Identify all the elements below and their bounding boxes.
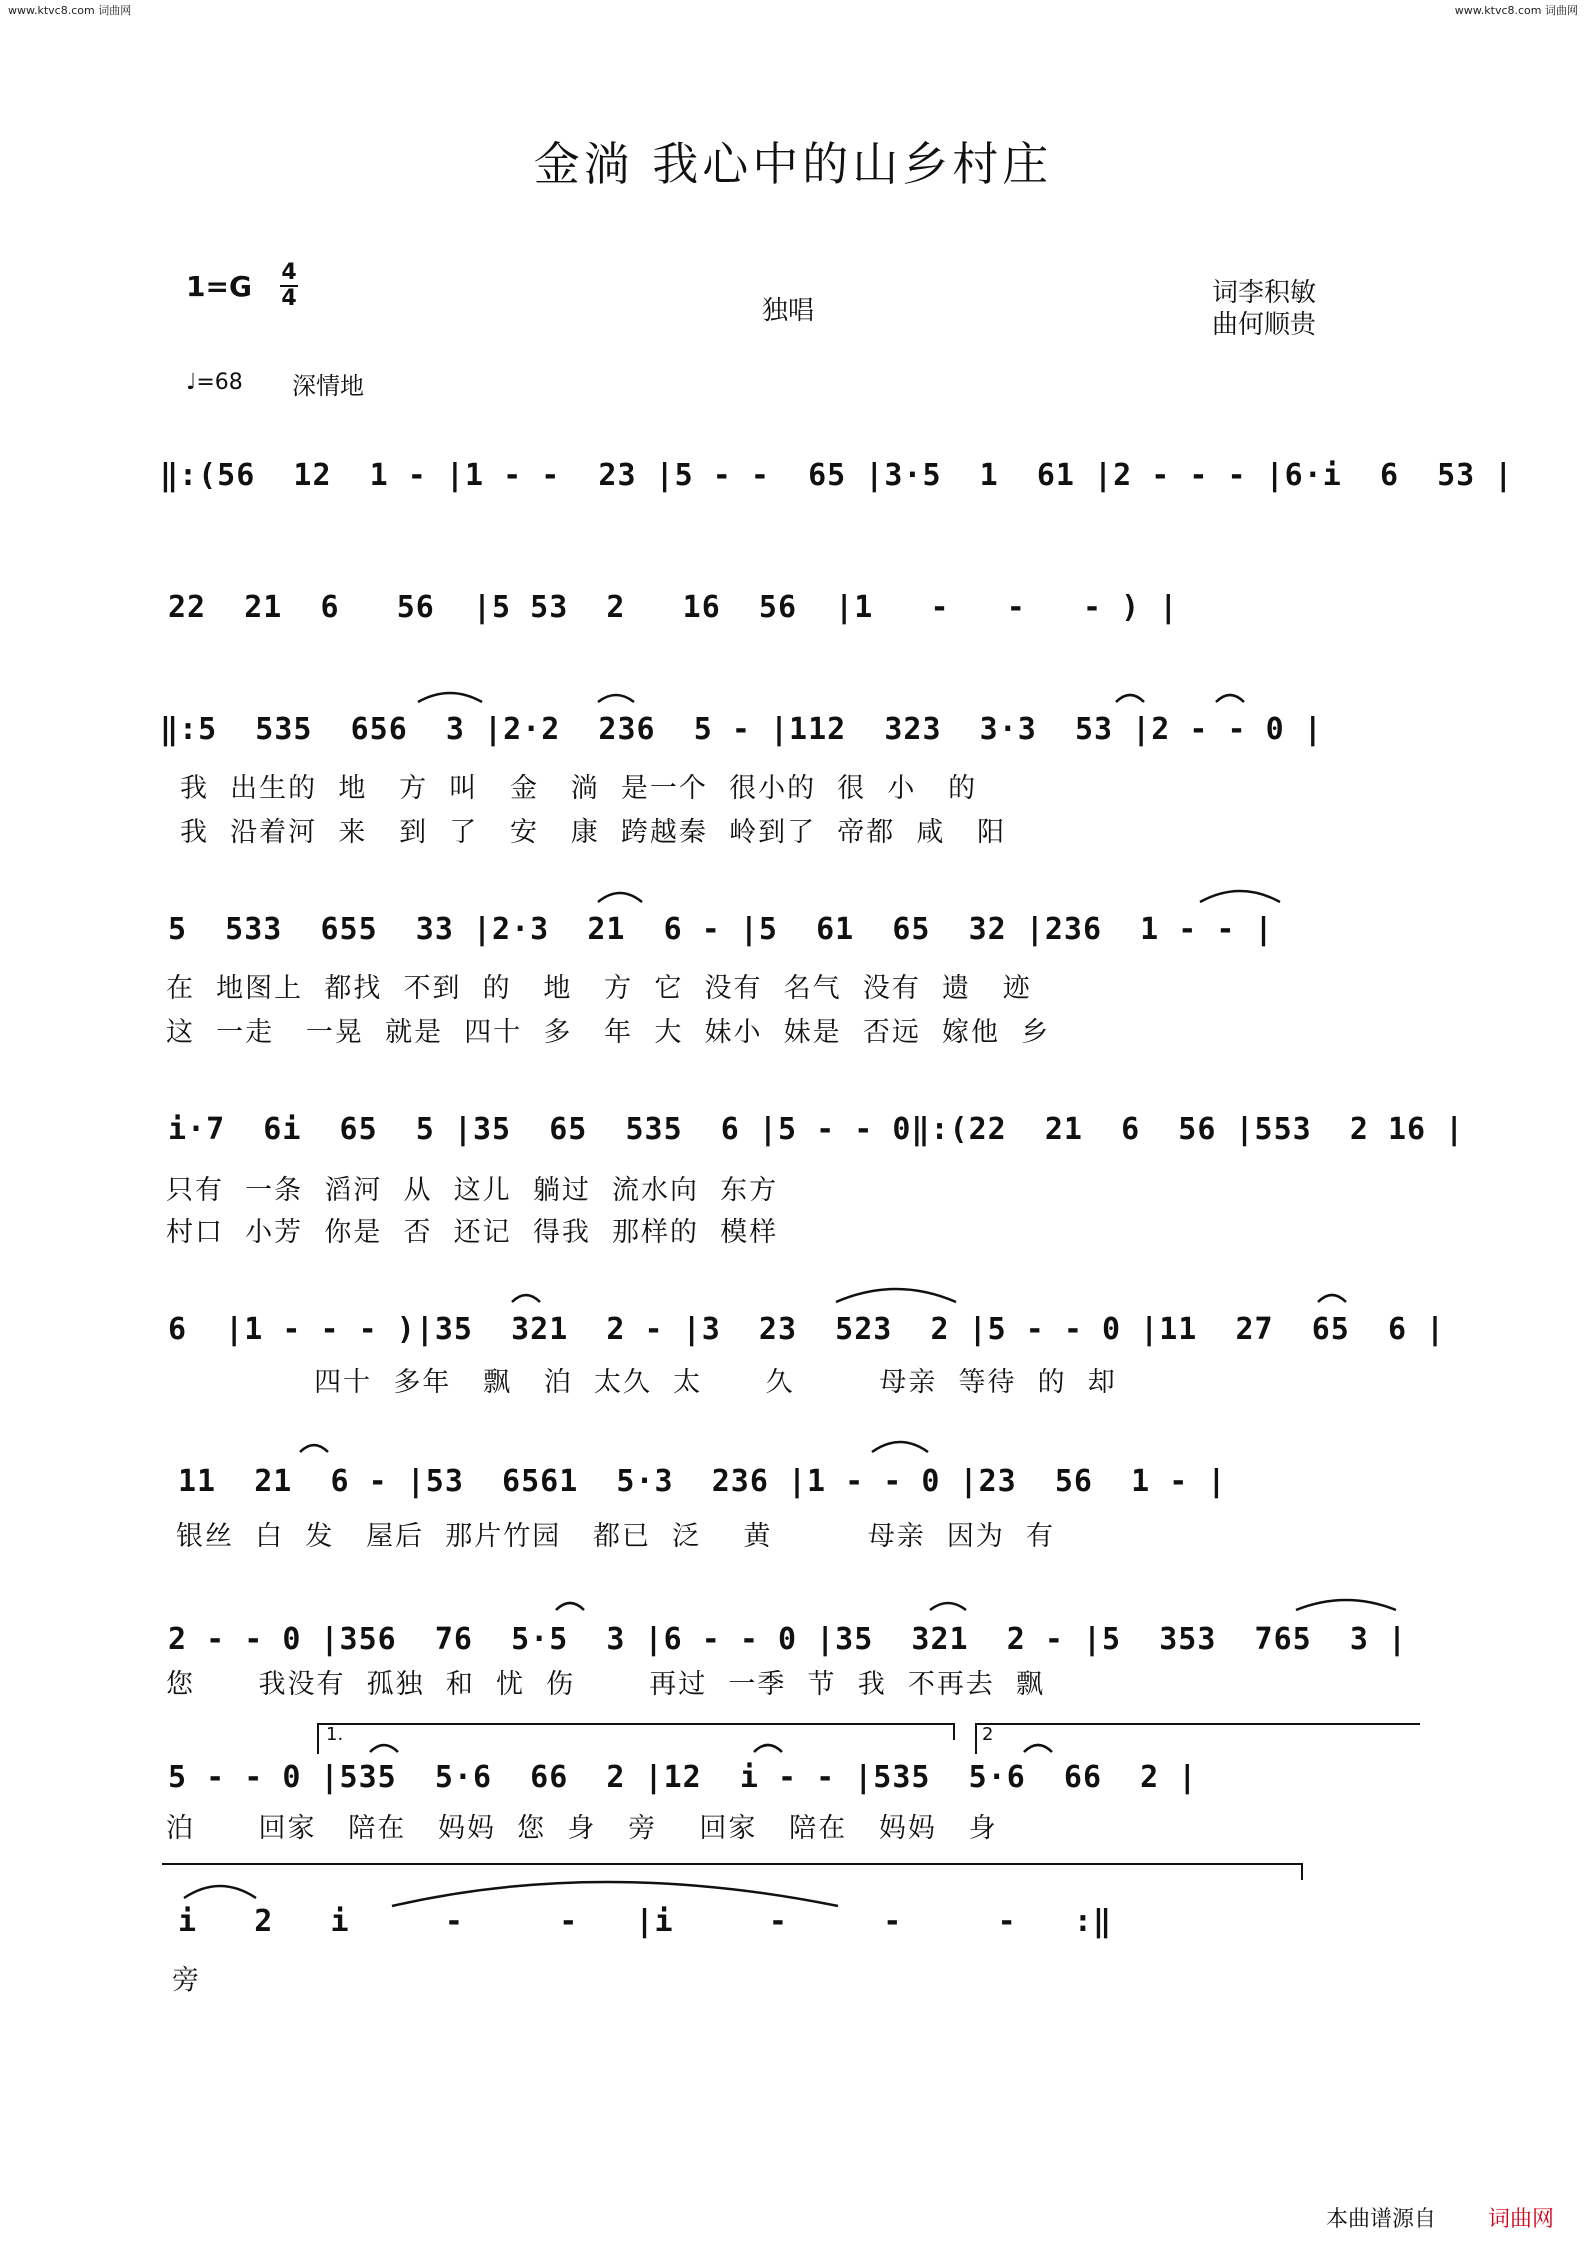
slur <box>300 1445 328 1452</box>
lyric-verse-1: 银丝 白 发 屋后 那片竹园 都已 泛 黄 母亲 因为 有 <box>176 1521 1056 1552</box>
volta-second-bracket <box>976 1724 1420 1754</box>
notes-row: 11 21 6 - |53 6561 5·3 236 |1 - - 0 |23 56 1 - | <box>178 1464 1227 1499</box>
slur <box>1318 1295 1346 1302</box>
lyric-verse-1: 您 我没有 孤独 和 忧 伤 再过 一季 节 我 不再去 飘 <box>166 1669 1046 1700</box>
composer: 曲何顺贵 <box>1212 310 1317 340</box>
slur <box>370 1745 398 1752</box>
lyric-verse-1: 只有 一条 滔河 从 这儿 躺过 流水向 东方 <box>166 1175 779 1206</box>
footer-source: 本曲谱源自 <box>1325 2207 1436 2232</box>
slur <box>184 1886 256 1898</box>
time-bottom: 4 <box>281 286 297 311</box>
volta-second-label: 2 <box>982 1724 994 1745</box>
slur <box>598 695 634 702</box>
notes-row: i 2 i - - |i - - - :‖ <box>178 1904 1113 1939</box>
slur <box>1216 695 1244 702</box>
volta-first-bracket <box>318 1724 954 1754</box>
footer-site-link[interactable]: 词曲网 <box>1487 2207 1554 2232</box>
lyric-verse-2: 我 沿着河 来 到 了 安 康 跨越秦 岭到了 帝都 咸 阳 <box>180 817 1007 848</box>
song-title: 金淌 我心中的山乡村庄 <box>533 137 1053 191</box>
lyric-verse-2: 村口 小芳 你是 否 还记 得我 那样的 模样 <box>166 1217 779 1248</box>
slur <box>1116 695 1144 702</box>
volta-first-label: 1. <box>326 1724 344 1745</box>
lyric-verse-2: 这 一走 一晃 就是 四十 多 年 大 妹小 妹是 否远 嫁他 乡 <box>166 1017 1051 1048</box>
key-signature: 1=G <box>186 270 252 303</box>
repeat-rule <box>162 1864 1302 1880</box>
slur <box>872 1442 928 1452</box>
notes-row: 2 - - 0 |356 76 5·5 3 |6 - - 0 |35 321 2 - |5 353 765 3 | <box>168 1622 1407 1657</box>
lyric-verse-1: 我 出生的 地 方 叫 金 淌 是一个 很小的 很 小 的 <box>180 773 978 804</box>
slur <box>1296 1600 1396 1610</box>
slur <box>418 693 482 702</box>
slur <box>598 893 642 902</box>
notes-row: 22 21 6 56 |5 53 2 16 56 |1 - - - ) | <box>168 590 1179 625</box>
slur <box>392 1882 838 1906</box>
notes-row: 6 |1 - - - )|35 321 2 - |3 23 523 2 |5 - - 0 |11 27 65 6 | <box>168 1312 1446 1347</box>
lyric-verse-1: 在 地图上 都找 不到 的 地 方 它 没有 名气 没有 遗 迹 <box>166 973 1032 1004</box>
performance-type: 独唱 <box>762 296 815 326</box>
tempo-mark: ♩=68 <box>186 370 243 395</box>
expression-mark: 深情地 <box>292 372 364 400</box>
slur <box>556 1603 584 1610</box>
time-top: 4 <box>281 260 297 285</box>
watermark-right: www.ktvc8.com 词曲网 <box>1454 4 1578 17</box>
lyric-verse-1: 旁 <box>172 1965 201 1996</box>
slur <box>1200 891 1280 902</box>
notes-row: ‖:5 535 656 3 |2·2 236 5 - |112 323 3·3 53 |2 - - 0 | <box>160 712 1323 747</box>
slur <box>754 1745 782 1752</box>
notes-row: ‖:(56 12 1 - |1 - - 23 |5 - - 65 |3·5 1 61 |2 - - - |6·i 6 53 | <box>160 458 1514 493</box>
notes-row: 5 533 655 33 |2·3 21 6 - |5 61 65 32 |236 1 - - | <box>168 912 1274 947</box>
lyric-verse-1: 泊 回家 陪在 妈妈 您 身 旁 回家 陪在 妈妈 身 <box>166 1813 998 1844</box>
slur <box>930 1603 966 1610</box>
notes-row: i·7 6i 65 5 |35 65 535 6 |5 - - 0‖:(22 21 6 56 |553 2 16 | <box>168 1112 1465 1147</box>
slur <box>1024 1745 1052 1752</box>
lyricist: 词李积敏 <box>1212 278 1317 308</box>
slur <box>836 1289 956 1302</box>
notes-row: 5 - - 0 |535 5·6 66 2 |12 i - - |535 5·6 66 2 | <box>168 1760 1198 1795</box>
lyric-verse-1: 四十 多年 飘 泊 太久 太 久 母亲 等待 的 却 <box>166 1367 1117 1398</box>
slur <box>512 1295 540 1302</box>
watermark-left: www.ktvc8.com 词曲网 <box>8 4 132 17</box>
